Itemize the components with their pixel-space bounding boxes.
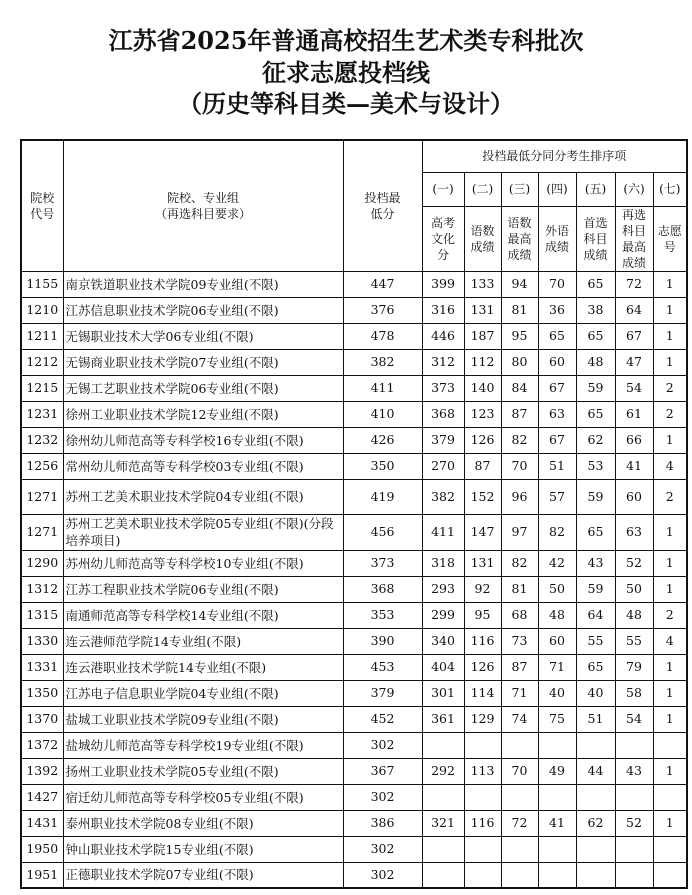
cell-rank-item: 140 [464, 375, 501, 401]
cell-rank-item: 59 [576, 375, 615, 401]
cell-rank-item: 131 [464, 550, 501, 576]
cell-rank-item: 2 [653, 401, 687, 427]
cell-rank-item: 1 [653, 349, 687, 375]
cell-code: 1431 [21, 810, 63, 836]
cell-rank-item [538, 784, 576, 810]
cell-rank-item: 411 [422, 514, 464, 550]
cell-rank-item: 50 [615, 576, 653, 602]
header-num: (二) [464, 172, 501, 206]
cell-code: 1271 [21, 479, 63, 514]
cell-min-score: 478 [343, 323, 422, 349]
cell-rank-item: 87 [464, 453, 501, 479]
cell-rank-item: 51 [538, 453, 576, 479]
cell-rank-item: 147 [464, 514, 501, 550]
cell-code: 1315 [21, 602, 63, 628]
cell-name: 南通师范高等专科学校14专业组(不限) [63, 602, 343, 628]
cell-rank-item: 66 [615, 427, 653, 453]
cell-rank-item: 1 [653, 514, 687, 550]
cell-rank-item: 152 [464, 479, 501, 514]
cell-rank-item: 44 [576, 758, 615, 784]
cell-name: 无锡商业职业技术学院07专业组(不限) [63, 349, 343, 375]
cell-rank-item: 38 [576, 297, 615, 323]
title-line-3: （历史等科目类—美术与设计） [178, 89, 514, 118]
cell-rank-item [615, 732, 653, 758]
cell-min-score: 302 [343, 732, 422, 758]
cell-rank-item: 73 [501, 628, 538, 654]
cell-rank-item: 404 [422, 654, 464, 680]
cell-rank-item: 75 [538, 706, 576, 732]
header-item: 语数最高成绩 [501, 206, 538, 271]
cell-rank-item: 81 [501, 576, 538, 602]
cell-rank-item: 379 [422, 427, 464, 453]
cell-rank-item [653, 784, 687, 810]
cell-rank-item: 60 [615, 479, 653, 514]
cell-name: 苏州幼儿师范高等专科学校10专业组(不限) [63, 550, 343, 576]
cell-rank-item: 82 [501, 550, 538, 576]
cell-rank-item: 42 [538, 550, 576, 576]
cell-code: 1312 [21, 576, 63, 602]
cell-rank-item: 48 [576, 349, 615, 375]
cell-name: 江苏信息职业技术学院06专业组(不限) [63, 297, 343, 323]
cell-rank-item: 65 [576, 271, 615, 297]
cell-rank-item: 80 [501, 349, 538, 375]
cell-rank-item: 312 [422, 349, 464, 375]
cell-rank-item: 95 [464, 602, 501, 628]
cell-rank-item: 123 [464, 401, 501, 427]
cell-rank-item: 1 [653, 297, 687, 323]
cell-name: 江苏电子信息职业学院04专业组(不限) [63, 680, 343, 706]
cell-rank-item: 131 [464, 297, 501, 323]
table-row [21, 349, 687, 375]
header-item: 首选科目成绩 [576, 206, 615, 271]
table-row [21, 706, 687, 732]
header-min: 投档最低分 [343, 140, 422, 271]
cell-rank-item [501, 862, 538, 888]
header-num: (七) [653, 172, 687, 206]
cell-rank-item: 4 [653, 453, 687, 479]
cell-name: 盐城幼儿师范高等专科学校19专业组(不限) [63, 732, 343, 758]
cell-rank-item: 340 [422, 628, 464, 654]
cell-rank-item [501, 784, 538, 810]
cell-min-score: 379 [343, 680, 422, 706]
table-row [21, 680, 687, 706]
header-num: (四) [538, 172, 576, 206]
table-row [21, 479, 687, 514]
cell-rank-item: 187 [464, 323, 501, 349]
table-row [21, 732, 687, 758]
cell-rank-item: 1 [653, 758, 687, 784]
cell-rank-item [464, 836, 501, 862]
cell-name: 江苏工程职业技术学院06专业组(不限) [63, 576, 343, 602]
header-code: 院校代号 [21, 140, 63, 271]
cell-rank-item [501, 836, 538, 862]
title-line-1: 江苏省2025年普通高校招生艺术类专科批次 [108, 26, 584, 55]
cell-code: 1155 [21, 271, 63, 297]
cell-rank-item: 41 [538, 810, 576, 836]
cell-rank-item: 293 [422, 576, 464, 602]
cell-rank-item: 51 [576, 706, 615, 732]
cell-rank-item: 87 [501, 401, 538, 427]
table-row [21, 401, 687, 427]
cell-name: 苏州工艺美术职业技术学院05专业组(不限)(分段培养项目) [63, 514, 343, 550]
cell-rank-item: 65 [576, 323, 615, 349]
cell-code: 1231 [21, 401, 63, 427]
cell-rank-item: 60 [538, 628, 576, 654]
cell-rank-item: 126 [464, 654, 501, 680]
cell-rank-item [422, 732, 464, 758]
cell-rank-item: 70 [501, 758, 538, 784]
cell-code: 1392 [21, 758, 63, 784]
cell-rank-item: 57 [538, 479, 576, 514]
cell-rank-item: 1 [653, 427, 687, 453]
cell-rank-item: 40 [576, 680, 615, 706]
cell-rank-item: 72 [615, 271, 653, 297]
cell-rank-item: 399 [422, 271, 464, 297]
cell-rank-item: 2 [653, 479, 687, 514]
cell-rank-item [576, 732, 615, 758]
cell-rank-item: 70 [501, 453, 538, 479]
cell-rank-item: 1 [653, 810, 687, 836]
cell-rank-item [422, 862, 464, 888]
cell-rank-item: 71 [501, 680, 538, 706]
header-item: 高考文化分 [422, 206, 464, 271]
cell-min-score: 382 [343, 349, 422, 375]
header-num: (一) [422, 172, 464, 206]
table-row [21, 862, 687, 888]
cell-rank-item: 67 [615, 323, 653, 349]
cell-rank-item: 53 [576, 453, 615, 479]
cell-code: 1330 [21, 628, 63, 654]
cell-min-score: 373 [343, 550, 422, 576]
cell-rank-item: 95 [501, 323, 538, 349]
cell-rank-item: 1 [653, 654, 687, 680]
cell-rank-item: 59 [576, 576, 615, 602]
cell-rank-item: 1 [653, 323, 687, 349]
cell-min-score: 410 [343, 401, 422, 427]
cell-rank-item: 52 [615, 810, 653, 836]
table-row [21, 602, 687, 628]
cell-rank-item: 48 [538, 602, 576, 628]
cell-name: 南京铁道职业技术学院09专业组(不限) [63, 271, 343, 297]
cell-rank-item: 54 [615, 375, 653, 401]
header-num: (三) [501, 172, 538, 206]
cell-rank-item: 126 [464, 427, 501, 453]
cell-min-score: 419 [343, 479, 422, 514]
cell-name: 钟山职业技术学院15专业组(不限) [63, 836, 343, 862]
header-num: (五) [576, 172, 615, 206]
cell-code: 1212 [21, 349, 63, 375]
cell-rank-item [538, 732, 576, 758]
cell-rank-item [615, 862, 653, 888]
cell-rank-item: 1 [653, 680, 687, 706]
cell-rank-item: 70 [538, 271, 576, 297]
cell-name: 无锡职业技术大学06专业组(不限) [63, 323, 343, 349]
header-name: 院校、专业组 （再选科目要求） [63, 140, 343, 271]
cell-rank-item: 36 [538, 297, 576, 323]
header-group: 投档最低分同分考生排序项 [422, 140, 687, 172]
cell-rank-item: 373 [422, 375, 464, 401]
cell-code: 1215 [21, 375, 63, 401]
header-item: 再选科目最高成绩 [615, 206, 653, 271]
cell-code: 1372 [21, 732, 63, 758]
cell-rank-item: 82 [538, 514, 576, 550]
table-row [21, 836, 687, 862]
cell-rank-item: 94 [501, 271, 538, 297]
cell-rank-item: 1 [653, 550, 687, 576]
cell-rank-item: 48 [615, 602, 653, 628]
cell-min-score: 426 [343, 427, 422, 453]
cell-rank-item [653, 732, 687, 758]
cell-code: 1256 [21, 453, 63, 479]
cell-rank-item: 116 [464, 628, 501, 654]
cell-rank-item: 50 [538, 576, 576, 602]
cell-min-score: 302 [343, 836, 422, 862]
cell-rank-item: 129 [464, 706, 501, 732]
cell-rank-item: 318 [422, 550, 464, 576]
cell-rank-item: 301 [422, 680, 464, 706]
cell-min-score: 302 [343, 784, 422, 810]
cell-rank-item [538, 836, 576, 862]
cell-name: 连云港职业技术学院14专业组(不限) [63, 654, 343, 680]
cell-code: 1271 [21, 514, 63, 550]
cell-rank-item: 43 [576, 550, 615, 576]
cell-rank-item: 63 [538, 401, 576, 427]
cell-name: 扬州工业职业技术学院05专业组(不限) [63, 758, 343, 784]
cell-rank-item: 61 [615, 401, 653, 427]
cell-rank-item [576, 784, 615, 810]
cell-rank-item: 299 [422, 602, 464, 628]
cell-rank-item: 113 [464, 758, 501, 784]
cell-rank-item: 71 [538, 654, 576, 680]
cell-rank-item: 96 [501, 479, 538, 514]
header-item: 志愿号 [653, 206, 687, 271]
cell-code: 1211 [21, 323, 63, 349]
cell-rank-item: 361 [422, 706, 464, 732]
cell-rank-item: 292 [422, 758, 464, 784]
cell-rank-item: 1 [653, 271, 687, 297]
cell-rank-item [576, 862, 615, 888]
cell-rank-item [576, 836, 615, 862]
table-row [21, 810, 687, 836]
cell-rank-item: 49 [538, 758, 576, 784]
cell-min-score: 353 [343, 602, 422, 628]
cell-rank-item: 92 [464, 576, 501, 602]
cell-rank-item [615, 836, 653, 862]
table-row [21, 323, 687, 349]
cell-rank-item: 59 [576, 479, 615, 514]
table-row [21, 453, 687, 479]
cell-rank-item: 116 [464, 810, 501, 836]
cell-rank-item: 55 [576, 628, 615, 654]
cell-rank-item: 321 [422, 810, 464, 836]
cell-min-score: 456 [343, 514, 422, 550]
cell-rank-item: 60 [538, 349, 576, 375]
table-row [21, 514, 687, 550]
cell-rank-item: 2 [653, 602, 687, 628]
table-row [21, 297, 687, 323]
cell-name: 常州幼儿师范高等专科学校03专业组(不限) [63, 453, 343, 479]
cell-code: 1210 [21, 297, 63, 323]
header-item: 外语成绩 [538, 206, 576, 271]
header-num: (六) [615, 172, 653, 206]
table-row [21, 550, 687, 576]
cell-code: 1331 [21, 654, 63, 680]
cell-name: 苏州工艺美术职业技术学院04专业组(不限) [63, 479, 343, 514]
cell-rank-item: 82 [501, 427, 538, 453]
cell-rank-item: 79 [615, 654, 653, 680]
table-row [21, 758, 687, 784]
cell-rank-item: 55 [615, 628, 653, 654]
cell-rank-item: 74 [501, 706, 538, 732]
cell-min-score: 350 [343, 453, 422, 479]
cell-min-score: 386 [343, 810, 422, 836]
cell-name: 盐城工业职业技术学院09专业组(不限) [63, 706, 343, 732]
cell-name: 宿迁幼儿师范高等专科学校05专业组(不限) [63, 784, 343, 810]
cell-rank-item: 65 [576, 401, 615, 427]
cell-rank-item: 52 [615, 550, 653, 576]
cell-rank-item [653, 836, 687, 862]
cell-rank-item: 58 [615, 680, 653, 706]
cell-rank-item: 97 [501, 514, 538, 550]
cell-rank-item: 4 [653, 628, 687, 654]
cell-rank-item [464, 784, 501, 810]
cell-rank-item: 64 [576, 602, 615, 628]
cell-code: 1951 [21, 862, 63, 888]
cell-name: 徐州工业职业技术学院12专业组(不限) [63, 401, 343, 427]
cell-rank-item: 65 [576, 514, 615, 550]
cell-rank-item: 368 [422, 401, 464, 427]
cell-rank-item: 65 [576, 654, 615, 680]
cell-rank-item: 81 [501, 297, 538, 323]
cell-rank-item: 43 [615, 758, 653, 784]
cell-min-score: 390 [343, 628, 422, 654]
header-item: 语数成绩 [464, 206, 501, 271]
cell-rank-item: 62 [576, 810, 615, 836]
cell-rank-item: 1 [653, 706, 687, 732]
cell-rank-item: 2 [653, 375, 687, 401]
cell-name: 泰州职业技术学院08专业组(不限) [63, 810, 343, 836]
cell-rank-item: 72 [501, 810, 538, 836]
cell-rank-item: 382 [422, 479, 464, 514]
cell-rank-item: 41 [615, 453, 653, 479]
table-row [21, 375, 687, 401]
cell-name: 徐州幼儿师范高等专科学校16专业组(不限) [63, 427, 343, 453]
cell-min-score: 368 [343, 576, 422, 602]
table-row [21, 271, 687, 297]
cell-rank-item: 64 [615, 297, 653, 323]
table-row [21, 427, 687, 453]
cell-rank-item [464, 862, 501, 888]
cell-rank-item: 47 [615, 349, 653, 375]
cell-rank-item: 1 [653, 576, 687, 602]
cell-rank-item: 114 [464, 680, 501, 706]
cell-rank-item [653, 862, 687, 888]
cell-rank-item: 40 [538, 680, 576, 706]
cell-rank-item: 65 [538, 323, 576, 349]
cell-rank-item: 54 [615, 706, 653, 732]
cell-name: 无锡工艺职业技术学院06专业组(不限) [63, 375, 343, 401]
cell-rank-item: 446 [422, 323, 464, 349]
cell-rank-item: 87 [501, 654, 538, 680]
table-row [21, 628, 687, 654]
cell-rank-item [615, 784, 653, 810]
cell-rank-item: 133 [464, 271, 501, 297]
cell-code: 1290 [21, 550, 63, 576]
cell-code: 1232 [21, 427, 63, 453]
cell-min-score: 302 [343, 862, 422, 888]
cell-rank-item: 63 [615, 514, 653, 550]
cell-name: 连云港师范学院14专业组(不限) [63, 628, 343, 654]
cell-rank-item: 112 [464, 349, 501, 375]
table-row [21, 784, 687, 810]
cell-name: 正德职业技术学院07专业组(不限) [63, 862, 343, 888]
cell-code: 1427 [21, 784, 63, 810]
cell-code: 1950 [21, 836, 63, 862]
table-row [21, 576, 687, 602]
cell-rank-item [501, 732, 538, 758]
cell-min-score: 376 [343, 297, 422, 323]
cell-rank-item: 68 [501, 602, 538, 628]
cell-code: 1370 [21, 706, 63, 732]
cell-min-score: 447 [343, 271, 422, 297]
cell-min-score: 411 [343, 375, 422, 401]
cell-rank-item: 62 [576, 427, 615, 453]
cell-rank-item [422, 836, 464, 862]
cell-rank-item [464, 732, 501, 758]
cell-rank-item: 67 [538, 427, 576, 453]
cell-rank-item: 316 [422, 297, 464, 323]
title-line-2: 征求志愿投档线 [262, 58, 430, 87]
cell-rank-item [422, 784, 464, 810]
cell-rank-item: 67 [538, 375, 576, 401]
cell-min-score: 452 [343, 706, 422, 732]
admission-table [20, 139, 688, 889]
cell-rank-item: 84 [501, 375, 538, 401]
cell-rank-item [538, 862, 576, 888]
cell-min-score: 367 [343, 758, 422, 784]
table-row [21, 654, 687, 680]
cell-min-score: 453 [343, 654, 422, 680]
cell-code: 1350 [21, 680, 63, 706]
cell-rank-item: 270 [422, 453, 464, 479]
